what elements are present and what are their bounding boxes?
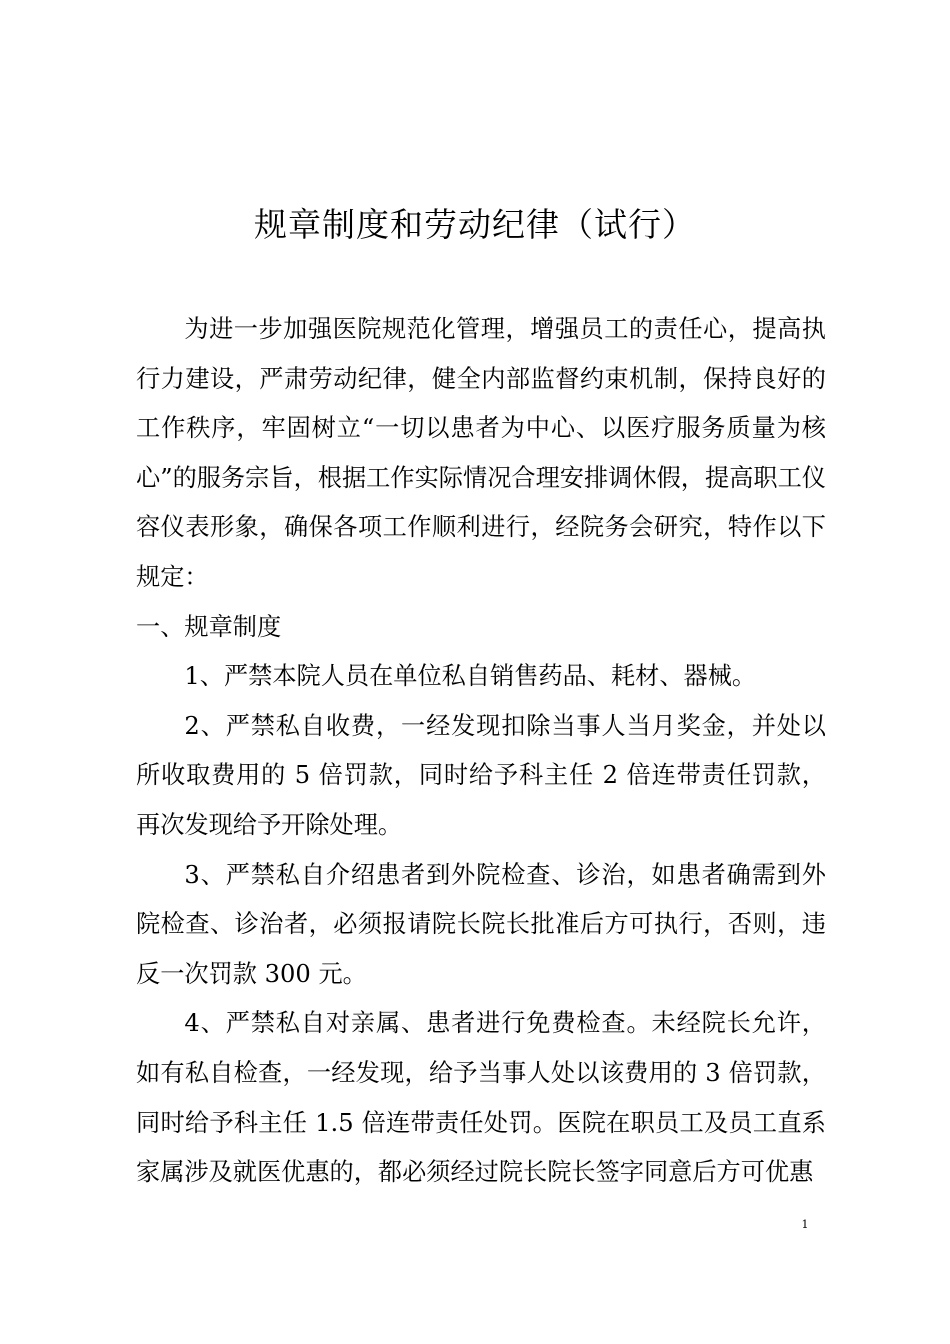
document-title: 规章制度和劳动纪律（试行） — [254, 205, 696, 244]
section-heading-regulations: 一、规章制度 — [136, 612, 282, 641]
regulation-item-1: 1、严禁本院人员在单位私自销售药品、耗材、器械。 — [184, 662, 757, 691]
page-number: 1 — [801, 1218, 809, 1231]
intro-paragraph: 为进一步加强医院规范化管理，增强员工的责任心，提高执行力建设，严肃劳动纪律，健全内部监督约束机制，保持良好的工作秩序，牢固树立“一切以患者为中心、以医疗服务质量为核心”的服务宗旨，根据工作实际情况合理安排调休假，提高职工仪容仪表形象，确保各项工作顺利进行，经院务会研究，特作以下规定： — [136, 315, 826, 591]
document-body — [136, 305, 826, 1198]
regulation-item-3: 3、严禁私自介绍患者到外院检查、诊治，如患者确需到外院检查、诊治者，必须报请院长院长批准后方可执行，否则，违反一次罚款 300 元。 — [136, 860, 826, 988]
regulation-item-4: 4、严禁私自对亲属、患者进行免费检查。未经院长允许，如有私自检查，一经发现，给予当事人处以该费用的 3 倍罚款，同时给予科主任 1.5 倍连带责任处罚。医院在职员工及员工直系家属涉及就医优惠的，都必须经过院长院长签字同意后方可优惠 — [136, 1009, 826, 1187]
regulation-item-2: 2、严禁私自收费，一经发现扣除当事人当月奖金，并处以所收取费用的 5 倍罚款，同时给予科主任 2 倍连带责任罚款，再次发现给予开除处理。 — [136, 711, 826, 839]
